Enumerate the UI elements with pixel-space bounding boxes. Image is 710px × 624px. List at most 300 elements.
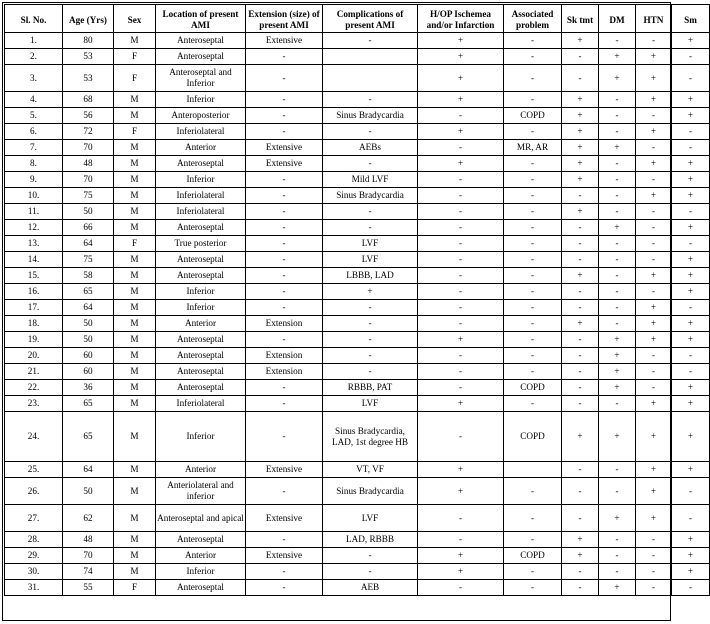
cell-sk-tmt: - — [562, 364, 599, 380]
cell-dm: + — [599, 505, 636, 532]
cell-dm: - — [599, 33, 636, 49]
cell-extension: Extensive — [246, 156, 323, 172]
cell-sex: M — [114, 300, 156, 316]
cell-sex: M — [114, 396, 156, 412]
table-row — [5, 580, 710, 596]
header-age: Age (Yrs) — [63, 5, 114, 33]
cell-htn: - — [636, 364, 672, 380]
cell-dm: - — [599, 564, 636, 580]
cell-sk-tmt: - — [562, 65, 599, 92]
cell-sex: M — [114, 220, 156, 236]
cell-history: + — [418, 396, 504, 412]
cell-sex: M — [114, 332, 156, 348]
cell-age: 48 — [63, 532, 114, 548]
cell-sm: + — [672, 188, 710, 204]
cell-age: 60 — [63, 348, 114, 364]
cell-sk-tmt: + — [562, 532, 599, 548]
cell-sm: + — [672, 462, 710, 478]
cell-associated-problem: - — [504, 580, 562, 596]
cell-htn: - — [636, 380, 672, 396]
cell-complications: - — [323, 156, 418, 172]
table-row — [5, 316, 710, 332]
cell-age: 65 — [63, 284, 114, 300]
cell-sm: + — [672, 220, 710, 236]
cell-sk-tmt: + — [562, 108, 599, 124]
cell-location: Inferiolateral — [156, 124, 246, 140]
cell-associated-problem: - — [504, 478, 562, 505]
cell-sl-no: 11. — [5, 204, 63, 220]
cell-dm: + — [599, 380, 636, 396]
cell-complications: LVF — [323, 252, 418, 268]
cell-sk-tmt: + — [562, 140, 599, 156]
cell-location: Anteroseptal — [156, 348, 246, 364]
cell-complications: - — [323, 332, 418, 348]
cell-sex: M — [114, 140, 156, 156]
cell-dm: - — [599, 548, 636, 564]
cell-complications — [323, 49, 418, 65]
cell-sm: - — [672, 140, 710, 156]
cell-associated-problem: - — [504, 532, 562, 548]
table-row — [5, 252, 710, 268]
cell-dm: - — [599, 532, 636, 548]
cell-htn: + — [636, 188, 672, 204]
table-row — [5, 204, 710, 220]
cell-extension: - — [246, 268, 323, 284]
cell-sl-no: 2. — [5, 49, 63, 65]
cell-dm: + — [599, 65, 636, 92]
cell-sk-tmt: - — [562, 236, 599, 252]
cell-extension: - — [246, 532, 323, 548]
cell-age: 50 — [63, 316, 114, 332]
table-row — [5, 140, 710, 156]
cell-history: + — [418, 33, 504, 49]
cell-sm: + — [672, 92, 710, 108]
cell-associated-problem: COPD — [504, 108, 562, 124]
cell-sk-tmt: - — [562, 348, 599, 364]
cell-dm: - — [599, 252, 636, 268]
cell-extension: - — [246, 49, 323, 65]
cell-dm: - — [599, 204, 636, 220]
cell-associated-problem: - — [504, 33, 562, 49]
cell-htn: - — [636, 172, 672, 188]
header-history: H/OP Ischemea and/or Infarction — [418, 5, 504, 33]
cell-age: 70 — [63, 172, 114, 188]
cell-sm: - — [672, 300, 710, 316]
table-row — [5, 412, 710, 462]
cell-sk-tmt: - — [562, 505, 599, 532]
cell-location: Anterior — [156, 316, 246, 332]
cell-extension: - — [246, 236, 323, 252]
cell-sl-no: 15. — [5, 268, 63, 284]
cell-history: + — [418, 49, 504, 65]
cell-extension: Extension — [246, 316, 323, 332]
cell-sm: - — [672, 236, 710, 252]
cell-history: - — [418, 284, 504, 300]
cell-extension: - — [246, 108, 323, 124]
cell-complications: AEBs — [323, 140, 418, 156]
cell-history: + — [418, 332, 504, 348]
cell-sk-tmt: - — [562, 284, 599, 300]
cell-history: + — [418, 124, 504, 140]
cell-sex: M — [114, 316, 156, 332]
cell-history: + — [418, 92, 504, 108]
table-row — [5, 396, 710, 412]
cell-htn: + — [636, 92, 672, 108]
cell-dm: - — [599, 188, 636, 204]
cell-associated-problem: - — [504, 268, 562, 284]
cell-sl-no: 29. — [5, 548, 63, 564]
cell-htn: - — [636, 284, 672, 300]
cell-extension: - — [246, 396, 323, 412]
cell-location: Anteroseptal and apical — [156, 505, 246, 532]
cell-sk-tmt: - — [562, 300, 599, 316]
cell-history: - — [418, 348, 504, 364]
cell-extension: Extensive — [246, 505, 323, 532]
cell-complications: LVF — [323, 505, 418, 532]
table-row — [5, 268, 710, 284]
cell-history: - — [418, 364, 504, 380]
cell-sex: M — [114, 548, 156, 564]
cell-associated-problem: - — [504, 220, 562, 236]
cell-sl-no: 13. — [5, 236, 63, 252]
cell-extension: - — [246, 172, 323, 188]
cell-complications: Sinus Bradycardia — [323, 188, 418, 204]
cell-associated-problem: - — [504, 284, 562, 300]
cell-sk-tmt: + — [562, 124, 599, 140]
cell-complications: - — [323, 220, 418, 236]
cell-history: - — [418, 108, 504, 124]
cell-age: 50 — [63, 204, 114, 220]
header-sk-tmt: Sk tmt — [562, 5, 599, 33]
cell-associated-problem: - — [504, 92, 562, 108]
cell-age: 50 — [63, 478, 114, 505]
cell-associated-problem: - — [504, 348, 562, 364]
cell-dm: - — [599, 156, 636, 172]
cell-history: + — [418, 564, 504, 580]
cell-extension: - — [246, 188, 323, 204]
cell-sm: - — [672, 478, 710, 505]
cell-sl-no: 30. — [5, 564, 63, 580]
cell-sk-tmt: - — [562, 478, 599, 505]
cell-sl-no: 26. — [5, 478, 63, 505]
cell-htn: - — [636, 252, 672, 268]
cell-location: Inferiolateral — [156, 188, 246, 204]
table-row — [5, 348, 710, 364]
header-complications: Complications of present AMI — [323, 5, 418, 33]
cell-dm: - — [599, 478, 636, 505]
cell-extension: - — [246, 380, 323, 396]
cell-associated-problem: - — [504, 156, 562, 172]
cell-sex: F — [114, 49, 156, 65]
cell-age: 80 — [63, 33, 114, 49]
cell-sm: + — [672, 252, 710, 268]
cell-sk-tmt: - — [562, 332, 599, 348]
cell-age: 53 — [63, 49, 114, 65]
cell-sl-no: 25. — [5, 462, 63, 478]
table-row — [5, 33, 710, 49]
cell-sex: M — [114, 348, 156, 364]
cell-sm: - — [672, 580, 710, 596]
cell-complications: - — [323, 348, 418, 364]
cell-complications: - — [323, 204, 418, 220]
cell-complications: - — [323, 92, 418, 108]
cell-sl-no: 21. — [5, 364, 63, 380]
cell-htn: - — [636, 348, 672, 364]
cell-sl-no: 7. — [5, 140, 63, 156]
cell-extension: - — [246, 204, 323, 220]
cell-location: Anteroseptal — [156, 49, 246, 65]
cell-age: 75 — [63, 188, 114, 204]
cell-location: Anteroseptal — [156, 252, 246, 268]
table-row — [5, 172, 710, 188]
cell-htn: - — [636, 532, 672, 548]
cell-location: True posterior — [156, 236, 246, 252]
cell-htn: + — [636, 268, 672, 284]
cell-htn: + — [636, 65, 672, 92]
cell-history: - — [418, 532, 504, 548]
cell-age: 65 — [63, 412, 114, 462]
cell-complications: + — [323, 284, 418, 300]
cell-sk-tmt: + — [562, 268, 599, 284]
cell-extension: - — [246, 65, 323, 92]
cell-sex: M — [114, 204, 156, 220]
cell-sl-no: 3. — [5, 65, 63, 92]
cell-dm: - — [599, 268, 636, 284]
cell-complications: VT, VF — [323, 462, 418, 478]
cell-sex: M — [114, 564, 156, 580]
cell-sex: M — [114, 156, 156, 172]
cell-age: 65 — [63, 396, 114, 412]
cell-age: 70 — [63, 548, 114, 564]
cell-sm: + — [672, 108, 710, 124]
cell-sex: M — [114, 380, 156, 396]
cell-age: 60 — [63, 364, 114, 380]
cell-age: 55 — [63, 580, 114, 596]
cell-age: 75 — [63, 252, 114, 268]
table-row — [5, 236, 710, 252]
cell-htn: - — [636, 140, 672, 156]
cell-associated-problem: - — [504, 188, 562, 204]
cell-history: - — [418, 300, 504, 316]
cell-associated-problem: - — [504, 364, 562, 380]
cell-sex: F — [114, 580, 156, 596]
cell-history: - — [418, 236, 504, 252]
cell-sex: M — [114, 478, 156, 505]
cell-location: Anterior — [156, 548, 246, 564]
cell-dm: - — [599, 396, 636, 412]
cell-dm: - — [599, 300, 636, 316]
cell-complications: - — [323, 548, 418, 564]
cell-complications: - — [323, 124, 418, 140]
cell-associated-problem: - — [504, 172, 562, 188]
cell-location: Anteroseptal — [156, 268, 246, 284]
cell-complications: - — [323, 300, 418, 316]
cell-history: - — [418, 172, 504, 188]
cell-history: - — [418, 220, 504, 236]
header-location: Location of present AMI — [156, 5, 246, 33]
table-row — [5, 108, 710, 124]
cell-age: 66 — [63, 220, 114, 236]
cell-extension: - — [246, 580, 323, 596]
cell-sex: F — [114, 236, 156, 252]
cell-sm: + — [672, 548, 710, 564]
cell-sl-no: 27. — [5, 505, 63, 532]
table-row — [5, 564, 710, 580]
cell-associated-problem: - — [504, 316, 562, 332]
cell-associated-problem: - — [504, 396, 562, 412]
cell-complications: LAD, RBBB — [323, 532, 418, 548]
cell-sex: M — [114, 172, 156, 188]
cell-location: Anteroseptal — [156, 532, 246, 548]
cell-sm: - — [672, 49, 710, 65]
cell-htn: - — [636, 548, 672, 564]
cell-extension: Extensive — [246, 462, 323, 478]
cell-dm: - — [599, 236, 636, 252]
cell-sm: - — [672, 65, 710, 92]
cell-extension: - — [246, 284, 323, 300]
table-row — [5, 548, 710, 564]
cell-htn: + — [636, 462, 672, 478]
cell-sex: M — [114, 412, 156, 462]
cell-complications: LVF — [323, 236, 418, 252]
cell-location: Inferior — [156, 172, 246, 188]
header-htn: HTN — [636, 5, 672, 33]
cell-sl-no: 17. — [5, 300, 63, 316]
cell-htn: - — [636, 204, 672, 220]
cell-sk-tmt: - — [562, 580, 599, 596]
cell-extension: Extension — [246, 348, 323, 364]
cell-age: 48 — [63, 156, 114, 172]
header-sm: Sm — [672, 5, 710, 33]
cell-sex: M — [114, 33, 156, 49]
cell-location: Anterior — [156, 462, 246, 478]
cell-location: Anteroseptal — [156, 332, 246, 348]
cell-sm: - — [672, 348, 710, 364]
header-sex: Sex — [114, 5, 156, 33]
cell-htn: - — [636, 108, 672, 124]
cell-sk-tmt: + — [562, 172, 599, 188]
header-extension: Extension (size) of present AMI — [246, 5, 323, 33]
cell-sex: M — [114, 462, 156, 478]
cell-sk-tmt: + — [562, 156, 599, 172]
cell-sl-no: 16. — [5, 284, 63, 300]
cell-location: Inferior — [156, 92, 246, 108]
cell-sk-tmt: - — [562, 252, 599, 268]
cell-htn: + — [636, 505, 672, 532]
cell-location: Anteriolateral and inferior — [156, 478, 246, 505]
cell-associated-problem: MR, AR — [504, 140, 562, 156]
cell-associated-problem: COPD — [504, 548, 562, 564]
cell-complications: - — [323, 364, 418, 380]
cell-associated-problem: - — [504, 332, 562, 348]
cell-extension: - — [246, 564, 323, 580]
cell-age: 62 — [63, 505, 114, 532]
cell-sl-no: 10. — [5, 188, 63, 204]
table-row — [5, 300, 710, 316]
cell-history: - — [418, 204, 504, 220]
cell-sm: + — [672, 380, 710, 396]
cell-sm: + — [672, 268, 710, 284]
table-row — [5, 505, 710, 532]
cell-location: Anteroseptal — [156, 380, 246, 396]
cell-sex: M — [114, 92, 156, 108]
cell-location: Anteroseptal — [156, 156, 246, 172]
cell-extension: - — [246, 252, 323, 268]
cell-htn: + — [636, 49, 672, 65]
cell-location: Anterior — [156, 140, 246, 156]
cell-htn: - — [636, 580, 672, 596]
cell-age: 64 — [63, 462, 114, 478]
cell-dm: - — [599, 284, 636, 300]
cell-history: + — [418, 548, 504, 564]
cell-sm: + — [672, 532, 710, 548]
cell-extension: Extensive — [246, 33, 323, 49]
cell-sk-tmt: + — [562, 204, 599, 220]
cell-sl-no: 23. — [5, 396, 63, 412]
cell-location: Inferior — [156, 300, 246, 316]
cell-sl-no: 18. — [5, 316, 63, 332]
cell-history: + — [418, 65, 504, 92]
cell-sk-tmt: + — [562, 316, 599, 332]
cell-dm: - — [599, 92, 636, 108]
cell-age: 64 — [63, 300, 114, 316]
cell-sk-tmt: - — [562, 564, 599, 580]
cell-sex: M — [114, 268, 156, 284]
cell-sl-no: 19. — [5, 332, 63, 348]
cell-location: Anteroseptal — [156, 580, 246, 596]
cell-history: - — [418, 380, 504, 396]
cell-complications: - — [323, 33, 418, 49]
cell-sm: + — [672, 316, 710, 332]
table-row — [5, 532, 710, 548]
cell-sk-tmt: - — [562, 49, 599, 65]
cell-location: Inferiolateral — [156, 396, 246, 412]
cell-associated-problem: - — [504, 49, 562, 65]
table-row — [5, 332, 710, 348]
table-row — [5, 188, 710, 204]
cell-complications: AEB — [323, 580, 418, 596]
cell-history: + — [418, 462, 504, 478]
cell-sk-tmt: - — [562, 220, 599, 236]
cell-sk-tmt: - — [562, 188, 599, 204]
cell-extension: - — [246, 412, 323, 462]
cell-dm: + — [599, 364, 636, 380]
cell-sl-no: 8. — [5, 156, 63, 172]
cell-sex: F — [114, 65, 156, 92]
cell-age: 50 — [63, 332, 114, 348]
cell-sex: M — [114, 505, 156, 532]
cell-sk-tmt: - — [562, 396, 599, 412]
cell-sl-no: 4. — [5, 92, 63, 108]
cell-associated-problem: - — [504, 65, 562, 92]
header-row — [5, 5, 710, 33]
cell-sl-no: 20. — [5, 348, 63, 364]
cell-associated-problem: - — [504, 204, 562, 220]
table-row — [5, 284, 710, 300]
table-row — [5, 220, 710, 236]
cell-complications: LBBB, LAD — [323, 268, 418, 284]
cell-dm: - — [599, 108, 636, 124]
table-row — [5, 380, 710, 396]
cell-dm: + — [599, 220, 636, 236]
cell-location: Anteroseptal — [156, 220, 246, 236]
cell-sl-no: 22. — [5, 380, 63, 396]
cell-dm: + — [599, 49, 636, 65]
cell-associated-problem: COPD — [504, 380, 562, 396]
cell-sl-no: 14. — [5, 252, 63, 268]
cell-sex: M — [114, 188, 156, 204]
cell-htn: - — [636, 220, 672, 236]
